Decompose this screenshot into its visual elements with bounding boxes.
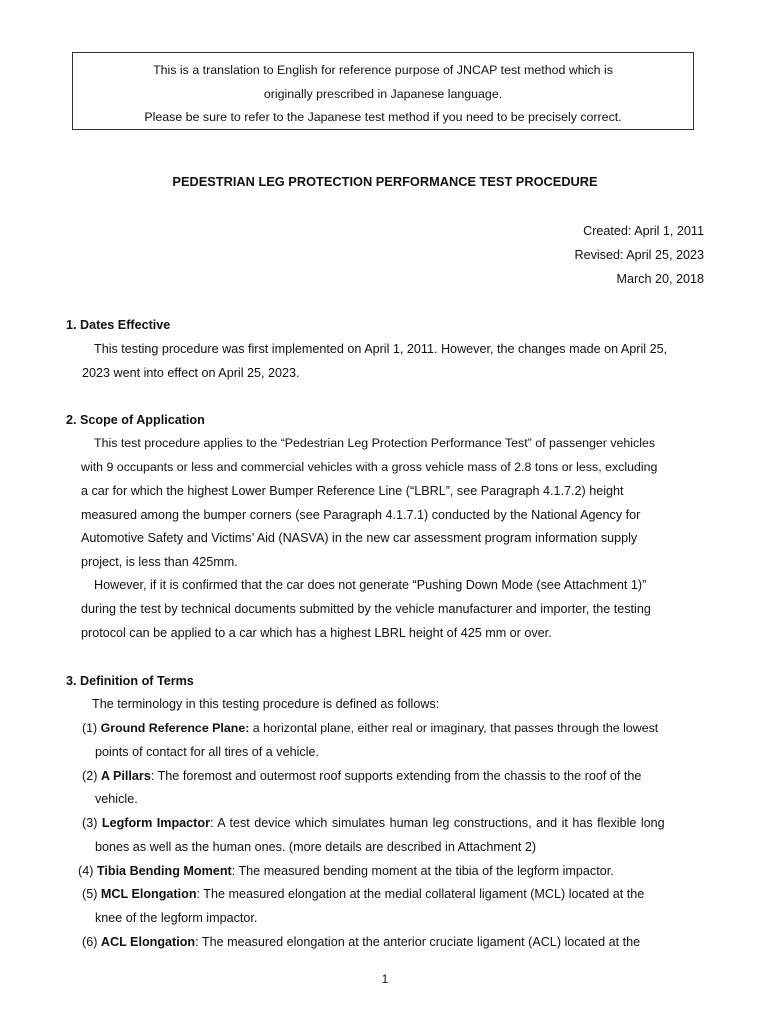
term-name: A Pillars: [100, 769, 151, 783]
term-number: (3): [82, 816, 98, 830]
section-heading: 3. Definition of Terms: [66, 674, 194, 688]
term-continuation: knee of the legform impactor.: [95, 911, 258, 925]
section-heading: 1. Dates Effective: [66, 318, 171, 332]
term-number: (1): [82, 721, 98, 735]
term-number: (2): [82, 769, 98, 783]
section-heading: 2. Scope of Application: [66, 413, 205, 427]
term-continuation: vehicle.: [95, 792, 138, 806]
term-definition: : The measured elongation at the anterior cruciate ligament (ACL) located at the: [195, 935, 641, 949]
term-definition: : The measured elongation at the medial collateral ligament (MCL) located at the: [196, 887, 645, 901]
paragraph-line: The terminology in this testing procedure is defined as follows:: [92, 697, 440, 711]
term-item: [82, 935, 640, 949]
term-definition: : A test device which simulates human leg constructions, and it has flexible long: [209, 816, 665, 830]
term-name: ACL Elongation: [100, 935, 196, 949]
term-item: [82, 769, 641, 783]
notice-line-3: Please be sure to refer to the Japanese test method if you need to be precisely correct.: [144, 110, 622, 124]
term-name: Tibia Bending Moment: [96, 864, 232, 878]
term-item: [82, 816, 665, 830]
paragraph-line: project, is less than 425mm.: [81, 555, 238, 569]
term-item: [82, 721, 658, 735]
paragraph-line: This testing procedure was first implemented on April 1, 2011. However, the changes made on April 25,: [94, 342, 668, 356]
page-number: 1: [381, 972, 389, 986]
paragraph-line: with 9 occupants or less and commercial vehicles with a gross vehicle mass of 2.8 tons or less, excluding: [81, 460, 658, 474]
paragraph-line: during the test by technical documents submitted by the vehicle manufacturer and importer, the testing: [81, 602, 651, 616]
term-continuation: points of contact for all tires of a vehicle.: [95, 745, 320, 759]
document-dates: [574, 220, 704, 291]
term-number: (6): [82, 935, 98, 949]
term-name: Legform Impactor: [101, 816, 210, 830]
term-number: (4): [78, 864, 94, 878]
created-date: Created: April 1, 2011: [583, 224, 704, 238]
term-name: Ground Reference Plane:: [100, 721, 250, 735]
paragraph-line: measured among the bumper corners (see Paragraph 4.1.7.1) conducted by the National Agency for: [81, 508, 641, 522]
paragraph-line: This test procedure applies to the “Pedestrian Leg Protection Performance Test” of passenger vehicles: [94, 436, 656, 450]
notice-line-1: This is a translation to English for reference purpose of JNCAP test method which is: [153, 63, 613, 77]
paragraph-line: a car for which the highest Lower Bumper Reference Line (“LBRL”, see Paragraph 4.1.7.2) height: [81, 484, 624, 498]
term-definition: a horizontal plane, either real or imaginary, that passes through the lowest: [249, 721, 659, 735]
term-item: [78, 864, 614, 878]
paragraph-line: 2023 went into effect on April 25, 2023.: [82, 366, 300, 380]
term-item: [82, 887, 644, 901]
translation-notice-box: [72, 52, 694, 130]
document-title: PEDESTRIAN LEG PROTECTION PERFORMANCE TEST PROCEDURE: [172, 174, 598, 189]
term-continuation: bones as well as the human ones. (more details are described in Attachment 2): [95, 840, 537, 854]
term-name: MCL Elongation: [100, 887, 197, 901]
notice-line-2: originally prescribed in Japanese language.: [263, 86, 503, 101]
paragraph-line: protocol can be applied to a car which has a highest LBRL height of 425 mm or over.: [81, 626, 552, 640]
paragraph-line: Automotive Safety and Victims’ Aid (NASVA) in the new car assessment program information supply: [81, 531, 638, 545]
other-date: March 20, 2018: [616, 271, 704, 286]
paragraph-line: However, if it is confirmed that the car does not generate “Pushing Down Mode (see Attachment 1)”: [94, 578, 647, 592]
term-definition: : The foremost and outermost roof supports extending from the chassis to the roof of the: [150, 769, 642, 783]
term-number: (5): [82, 887, 98, 901]
revised-date: Revised: April 25, 2023: [574, 247, 704, 262]
term-definition: : The measured bending moment at the tibia of the legform impactor.: [231, 864, 614, 878]
